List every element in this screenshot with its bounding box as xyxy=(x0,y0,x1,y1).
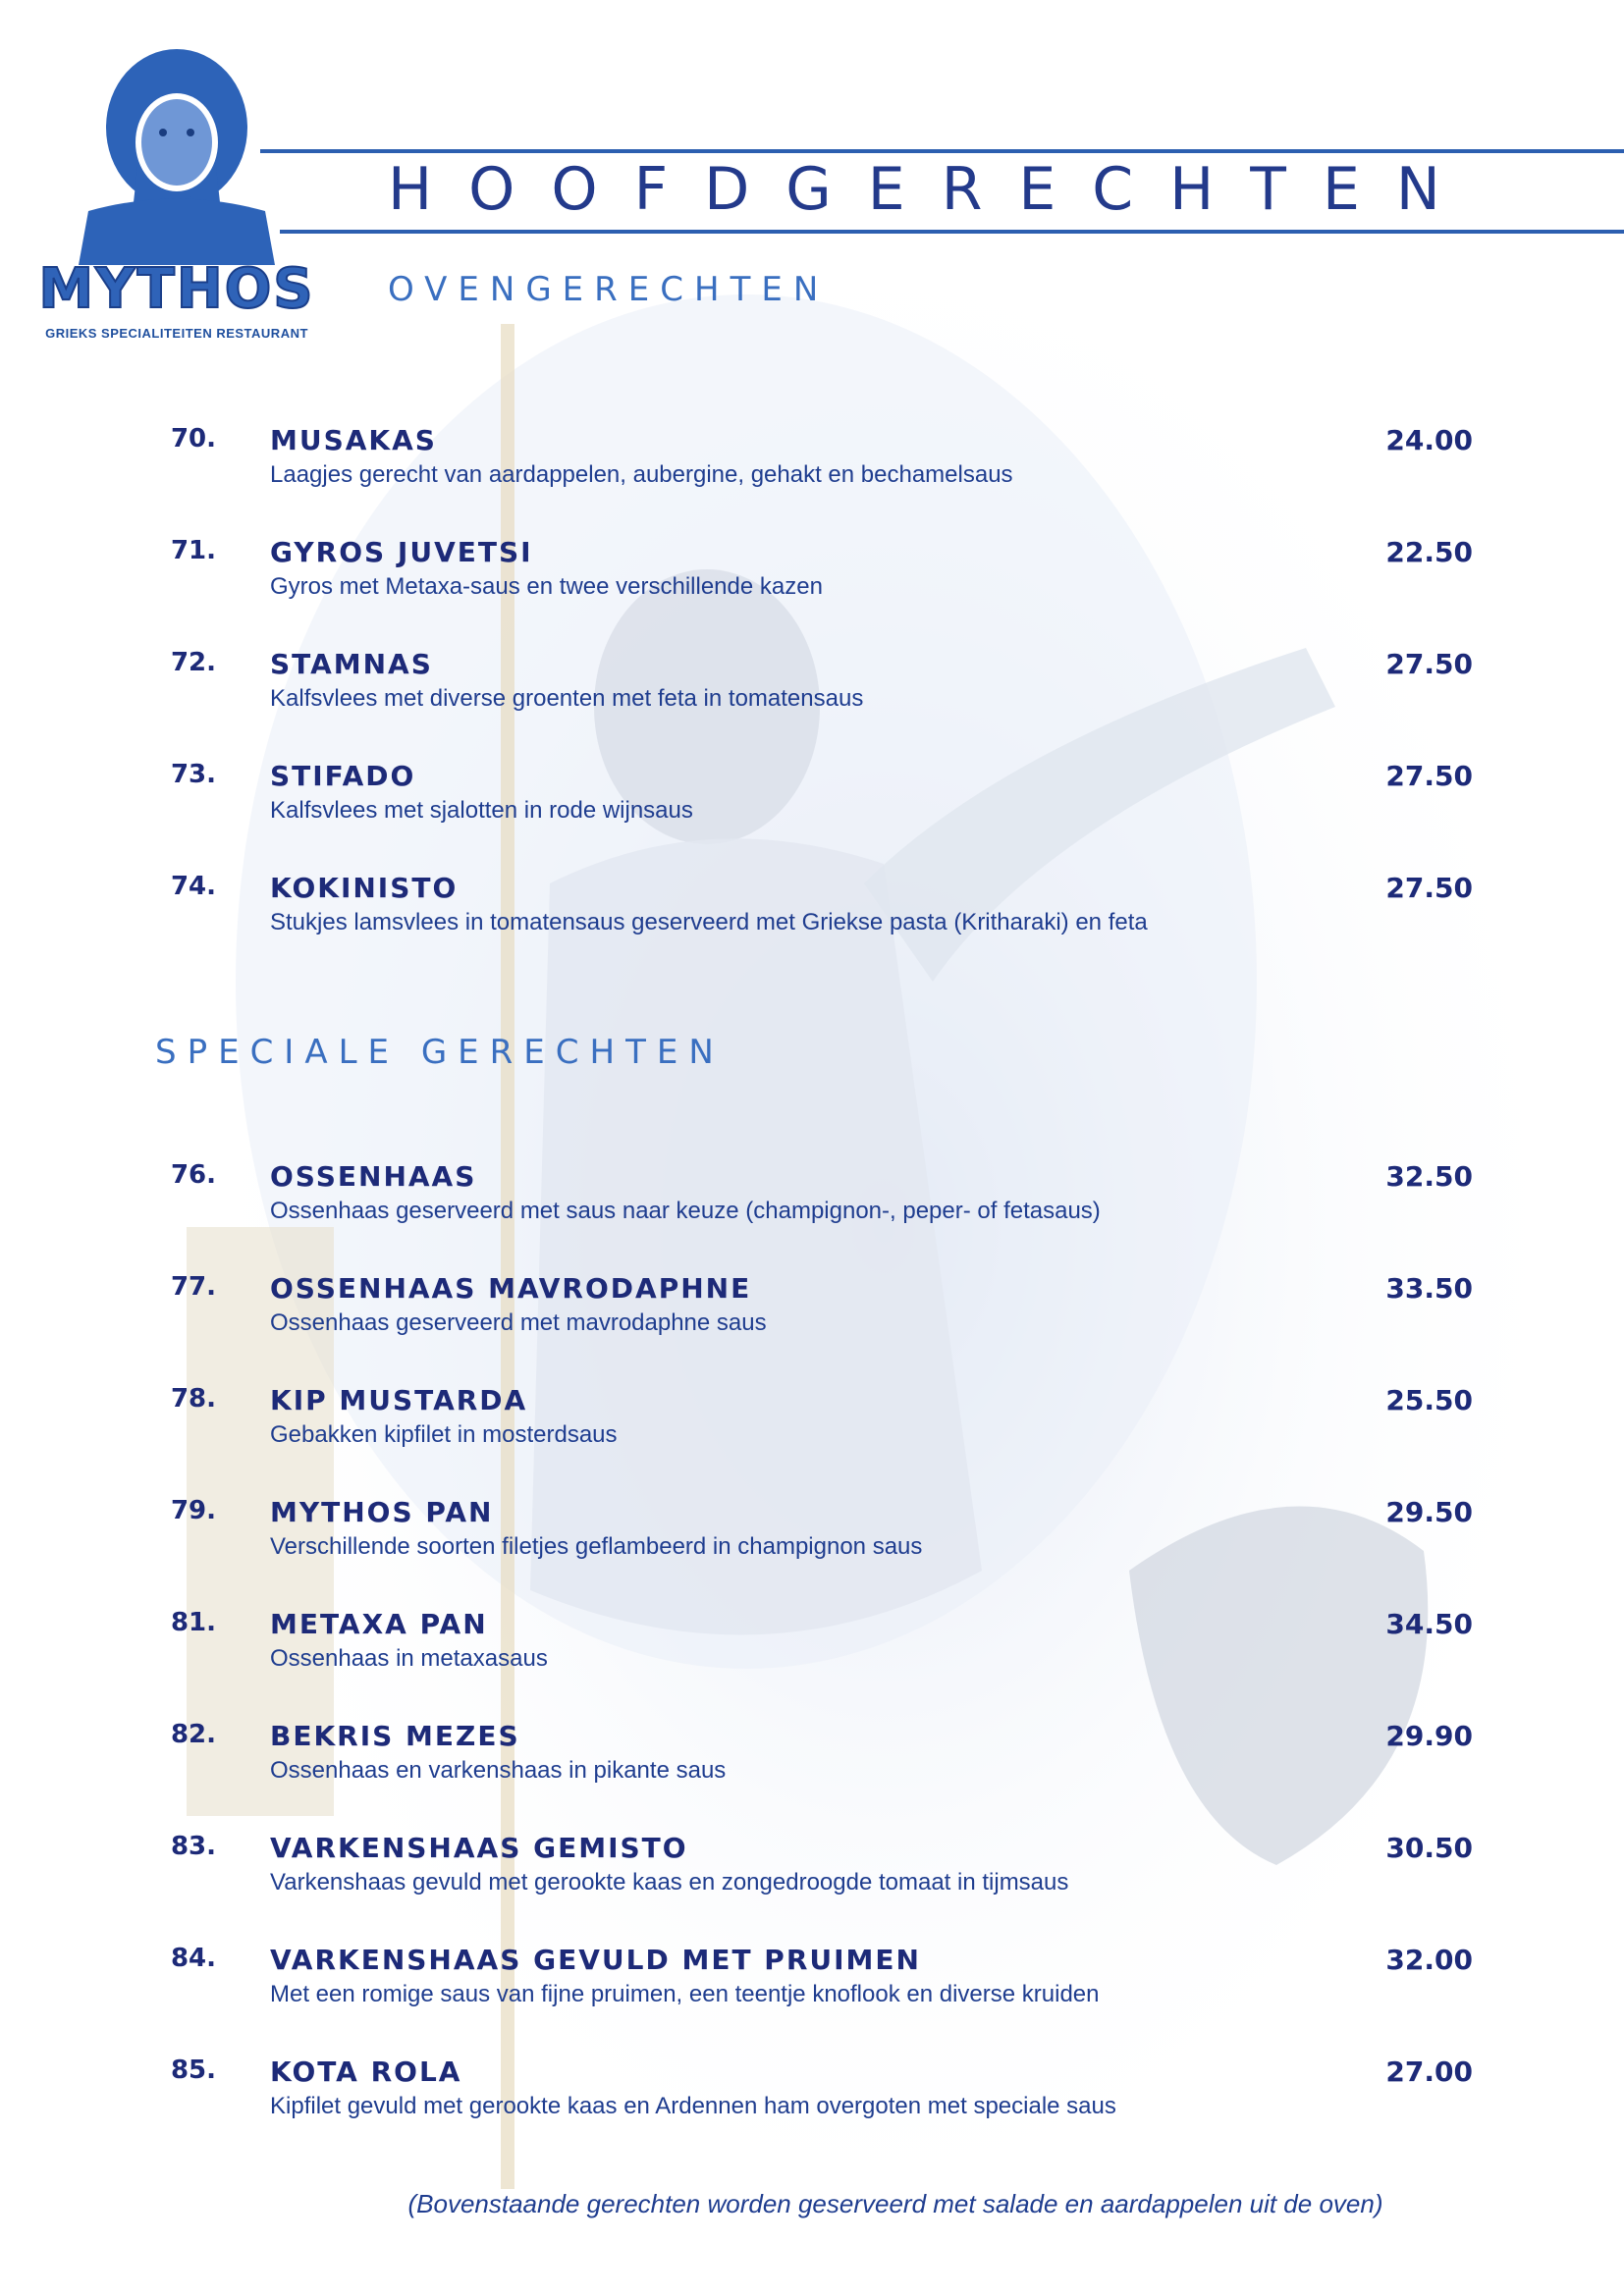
restaurant-logo xyxy=(29,39,334,353)
item-price: 27.50 xyxy=(1385,648,1473,680)
item-price: 29.90 xyxy=(1385,1720,1473,1752)
item-description: Ossenhaas en varkenshaas in pikante saus xyxy=(270,1757,727,1784)
item-description: Kalfsvlees met sjalotten in rode wijnsaus xyxy=(270,797,693,824)
item-number: 81. xyxy=(170,1608,216,1637)
item-price: 27.50 xyxy=(1385,760,1473,792)
item-description: Ossenhaas in metaxasaus xyxy=(270,1645,548,1672)
item-name: OSSENHAAS xyxy=(270,1160,477,1193)
menu-item xyxy=(157,1832,1473,1910)
item-number: 77. xyxy=(170,1272,216,1302)
item-number: 70. xyxy=(170,424,216,454)
item-description: Gebakken kipfilet in mosterdsaus xyxy=(270,1421,618,1448)
item-name: KIP MUSTARDA xyxy=(270,1384,528,1416)
footnote: (Bovenstaande gerechten worden geserveerd met salade en aardappelen uit de oven) xyxy=(407,2189,1383,2218)
item-description: Stukjes lamsvlees in tomatensaus geserveerd met Griekse pasta (Kritharaki) en feta xyxy=(270,909,1148,935)
item-name: OSSENHAAS MAVRODAPHNE xyxy=(270,1272,752,1305)
menu-item xyxy=(157,1496,1473,1575)
menu-item xyxy=(157,1272,1473,1351)
item-name: GYROS JUVETSI xyxy=(270,536,533,568)
item-number: 83. xyxy=(170,1832,216,1861)
menu-item xyxy=(157,424,1473,503)
item-description: Met een romige saus van fijne pruimen, een teentje knoflook en diverse kruiden xyxy=(270,1981,1100,2007)
item-number: 74. xyxy=(170,872,216,901)
item-description: Ossenhaas geserveerd met saus naar keuze (champignon-, peper- of fetasaus) xyxy=(270,1198,1101,1224)
item-price: 30.50 xyxy=(1385,1832,1473,1864)
menu-item xyxy=(157,872,1473,950)
header-rule-bottom xyxy=(280,230,1624,234)
section-title-speciale-gerechten: SPECIALE GERECHTEN xyxy=(155,1033,725,1072)
item-name: KOTA ROLA xyxy=(270,2056,462,2088)
item-number: 85. xyxy=(170,2056,216,2085)
menu-item xyxy=(157,1384,1473,1463)
item-name: METAXA PAN xyxy=(270,1608,488,1640)
item-price: 27.00 xyxy=(1385,2056,1473,2088)
item-description: Varkenshaas gevuld met gerookte kaas en zongedroogde tomaat in tijmsaus xyxy=(270,1869,1069,1896)
item-price: 33.50 xyxy=(1385,1272,1473,1305)
item-price: 22.50 xyxy=(1385,536,1473,568)
item-name: MYTHOS PAN xyxy=(270,1496,494,1528)
item-price: 32.50 xyxy=(1385,1160,1473,1193)
item-number: 79. xyxy=(170,1496,216,1525)
item-number: 78. xyxy=(170,1384,216,1414)
item-description: Ossenhaas geserveerd met mavrodaphne saus xyxy=(270,1309,767,1336)
menu-item xyxy=(157,648,1473,726)
section-title-ovengerechten: OVENGERECHTEN xyxy=(388,270,830,309)
item-price: 25.50 xyxy=(1385,1384,1473,1416)
menu-item xyxy=(157,1608,1473,1686)
item-description: Verschillende soorten filetjes geflambeerd in champignon saus xyxy=(270,1533,923,1560)
menu-item xyxy=(157,2056,1473,2134)
philosopher-bust-icon xyxy=(29,39,334,265)
item-price: 32.00 xyxy=(1385,1944,1473,1976)
item-name: STIFADO xyxy=(270,760,416,792)
item-price: 34.50 xyxy=(1385,1608,1473,1640)
item-price: 24.00 xyxy=(1385,424,1473,456)
item-number: 73. xyxy=(170,760,216,789)
menu-item xyxy=(157,1160,1473,1239)
item-name: KOKINISTO xyxy=(270,872,459,904)
menu-item xyxy=(157,1720,1473,1798)
item-name: BEKRIS MEZES xyxy=(270,1720,520,1752)
menu-item xyxy=(157,760,1473,838)
item-number: 72. xyxy=(170,648,216,677)
item-price: 29.50 xyxy=(1385,1496,1473,1528)
item-name: VARKENSHAAS GEVULD MET PRUIMEN xyxy=(270,1944,921,1976)
item-number: 84. xyxy=(170,1944,216,1973)
item-description: Gyros met Metaxa-saus en twee verschillende kazen xyxy=(270,573,823,600)
brand-name: MYTHOS xyxy=(38,257,315,321)
item-price: 27.50 xyxy=(1385,872,1473,904)
item-name: STAMNAS xyxy=(270,648,433,680)
item-name: MUSAKAS xyxy=(270,424,437,456)
item-description: Kipfilet gevuld met gerookte kaas en Ardennen ham overgoten met speciale saus xyxy=(270,2093,1116,2119)
item-description: Laagjes gerecht van aardappelen, aubergine, gehakt en bechamelsaus xyxy=(270,461,1013,488)
brand-tagline: GRIEKS SPECIALITEITEN RESTAURANT xyxy=(45,326,308,341)
menu-item xyxy=(157,536,1473,614)
page-title: HOOFDGERECHTEN xyxy=(388,155,1477,224)
item-number: 76. xyxy=(170,1160,216,1190)
item-number: 71. xyxy=(170,536,216,565)
item-number: 82. xyxy=(170,1720,216,1749)
menu-item xyxy=(157,1944,1473,2022)
item-description: Kalfsvlees met diverse groenten met feta in tomatensaus xyxy=(270,685,864,712)
header-rule-top xyxy=(260,149,1624,153)
item-name: VARKENSHAAS GEMISTO xyxy=(270,1832,688,1864)
